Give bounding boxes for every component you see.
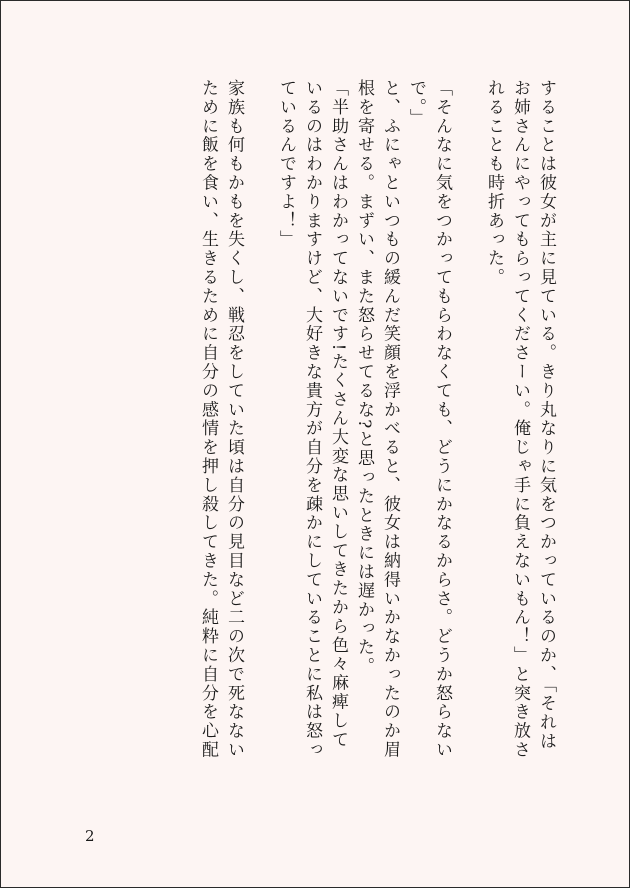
- text-line: ているんですよ！」: [276, 79, 296, 250]
- paragraph-gap: [247, 79, 273, 819]
- vertical-text-body: [67, 79, 559, 819]
- text-line: お姉さんにやってもらってくださーい。俺じゃ手に負えないもん！」と突き放さ: [510, 79, 530, 760]
- text-line: いるのはわかりますけど、大好きな貴方が自分を疎かにしていることに私は怒っ: [302, 79, 322, 760]
- page-number: 2: [85, 827, 95, 845]
- text-line: 根を寄せる。まずい、また怒らせてるな?と思ったときには遅かった。: [354, 79, 374, 676]
- text-line: で。」: [406, 79, 426, 128]
- paragraph-gap: [455, 79, 481, 819]
- text-line: ために飯を食い、生きるために自分の感情を押し殺してきた。純粋に自分を心配: [198, 79, 218, 760]
- text-line: 家族も何もかもを失くし、戦忍をしていた頃は自分の見目など二の次で死なない: [224, 79, 244, 760]
- text-line: 「そんなに気をつかってもらわなくても、どうにかなるからさ。どうか怒らない: [432, 79, 452, 760]
- text-line: 「半助さんはわかってないです!たくさん大変な思いしてきたから色々麻痺して: [328, 79, 348, 750]
- text-line: れることも時折あった。: [484, 79, 504, 287]
- text-line: と、ふにゃといつもの緩んだ笑顔を浮かべると、彼女は納得いかなかったのか眉: [380, 79, 400, 760]
- text-line: することは彼女が主に見ている。きり丸なりに気をつかっているのか、「それは: [536, 79, 556, 751]
